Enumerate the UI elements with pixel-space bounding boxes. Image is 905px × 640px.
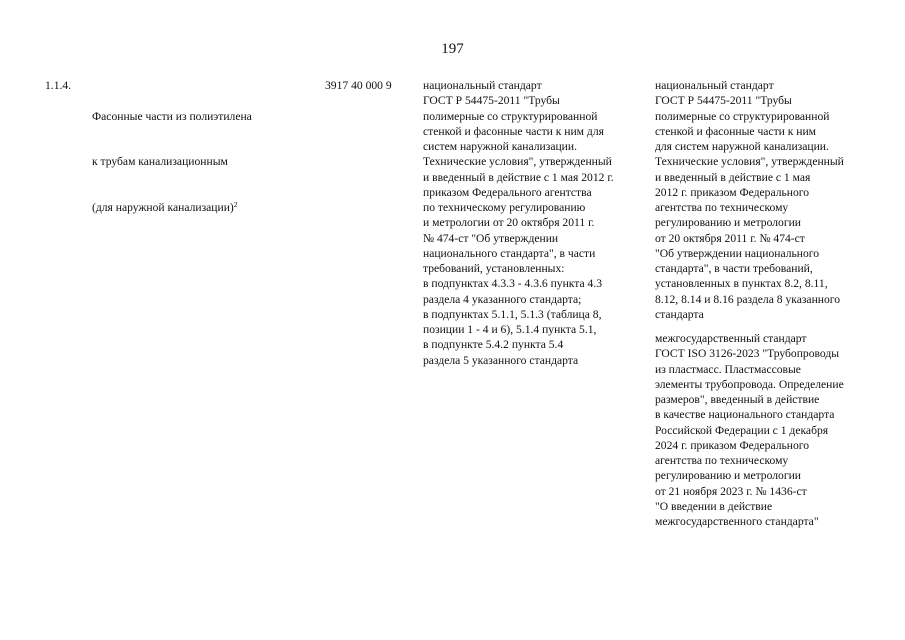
standard-line: "Об утверждении национального bbox=[655, 246, 820, 260]
standard-line: 2012 г. приказом Федерального bbox=[655, 185, 810, 199]
standard-line: регулированию и метрологии bbox=[655, 216, 801, 230]
standard-line: агентства по техническому bbox=[655, 201, 789, 214]
standard-line: в подпункте 5.4.2 пункта 5.4 bbox=[423, 338, 564, 352]
item-name-line-text: (для наружной канализации) bbox=[92, 201, 234, 214]
standard-line: элементы трубопровода. Определение bbox=[655, 377, 844, 391]
standard-line: установленных в пунктах 8.2, 8.11, bbox=[655, 277, 828, 291]
standard-line: от 20 октября 2011 г. № 474-ст bbox=[655, 231, 805, 245]
standard-line: межгосударственный стандарт bbox=[655, 332, 807, 345]
standard-line: стенкой и фасонные части к ним для bbox=[423, 124, 604, 138]
item-number: 1.1.4. bbox=[45, 79, 72, 92]
standard-line: стандарта", в части требований, bbox=[655, 262, 813, 275]
standard-line: агентства по техническому bbox=[655, 454, 789, 467]
standard-line: для систем наружной канализации. bbox=[655, 140, 829, 153]
standard-line: национальный стандарт bbox=[423, 79, 542, 92]
standard-line: полимерные со структурированной bbox=[423, 109, 598, 123]
standard-line: ГОСТ Р 54475-2011 "Трубы bbox=[423, 94, 560, 108]
item-name bbox=[92, 78, 252, 231]
standard-line: в качестве национального стандарта bbox=[655, 408, 835, 422]
standard-line: приказом Федерального агентства bbox=[423, 185, 592, 199]
standard-line: размеров", введенный в действие bbox=[655, 393, 820, 406]
standard-line: 8.12, 8.14 и 8.16 раздела 8 указанного bbox=[655, 292, 841, 306]
item-name-line: к трубам канализационным bbox=[92, 155, 228, 169]
standard-line: раздела 4 указанного стандарта; bbox=[423, 292, 582, 306]
standard-line: систем наружной канализации. bbox=[423, 140, 577, 153]
standard-line: от 21 ноября 2023 г. № 1436-ст bbox=[655, 484, 807, 498]
standard-line: по техническому регулированию bbox=[423, 201, 586, 214]
standard-line: стандарта bbox=[655, 307, 704, 321]
tn-ved-code: 3917 40 000 9 bbox=[325, 79, 392, 92]
standard-line: стенкой и фасонные части к ним bbox=[655, 124, 817, 138]
standard-line: и метрологии от 20 октября 2011 г. bbox=[423, 216, 595, 230]
standard-line: регулированию и метрологии bbox=[655, 469, 801, 483]
standard-line: требований, установленных: bbox=[423, 262, 565, 275]
standard-line: "О введении в действие bbox=[655, 499, 773, 513]
standard-line: межгосударственного стандарта" bbox=[655, 515, 819, 528]
standard-line: полимерные со структурированной bbox=[655, 109, 830, 123]
item-name-line bbox=[92, 200, 252, 215]
standard-line: и введенный в действие с 1 мая bbox=[655, 170, 811, 184]
standard-line: в подпунктах 5.1.1, 5.1.3 (таблица 8, bbox=[423, 307, 602, 321]
standard-line: в подпунктах 4.3.3 - 4.3.6 пункта 4.3 bbox=[423, 277, 603, 291]
page-number: 197 bbox=[441, 41, 464, 57]
standard-line: № 474-ст "Об утверждении bbox=[423, 231, 559, 245]
standard-tertiary bbox=[655, 331, 844, 529]
standard-line: и введенный в действие с 1 мая 2012 г. bbox=[423, 170, 614, 184]
standard-line: ГОСТ ISO 3126-2023 "Трубопроводы bbox=[655, 347, 840, 361]
standard-line: Технические условия", утвержденный bbox=[423, 155, 612, 169]
item-name-line: Фасонные части из полиэтилена bbox=[92, 109, 252, 123]
standard-line: ГОСТ Р 54475-2011 "Трубы bbox=[655, 94, 792, 108]
standard-line: национальный стандарт bbox=[655, 79, 774, 92]
standard-line: раздела 5 указанного стандарта bbox=[423, 353, 579, 367]
footnote-marker: 2 bbox=[233, 200, 238, 209]
standard-line: Технические условия", утвержденный bbox=[655, 155, 844, 169]
standard-primary bbox=[423, 78, 614, 368]
standard-line: национального стандарта", в части bbox=[423, 246, 596, 260]
standard-line: 2024 г. приказом Федерального bbox=[655, 438, 810, 452]
standard-line: Российской Федерации с 1 декабря bbox=[655, 423, 829, 437]
standard-line: из пластмасс. Пластмассовые bbox=[655, 362, 801, 376]
standard-line: позиции 1 - 4 и 6), 5.1.4 пункта 5.1, bbox=[423, 323, 597, 336]
standard-secondary bbox=[655, 78, 844, 322]
